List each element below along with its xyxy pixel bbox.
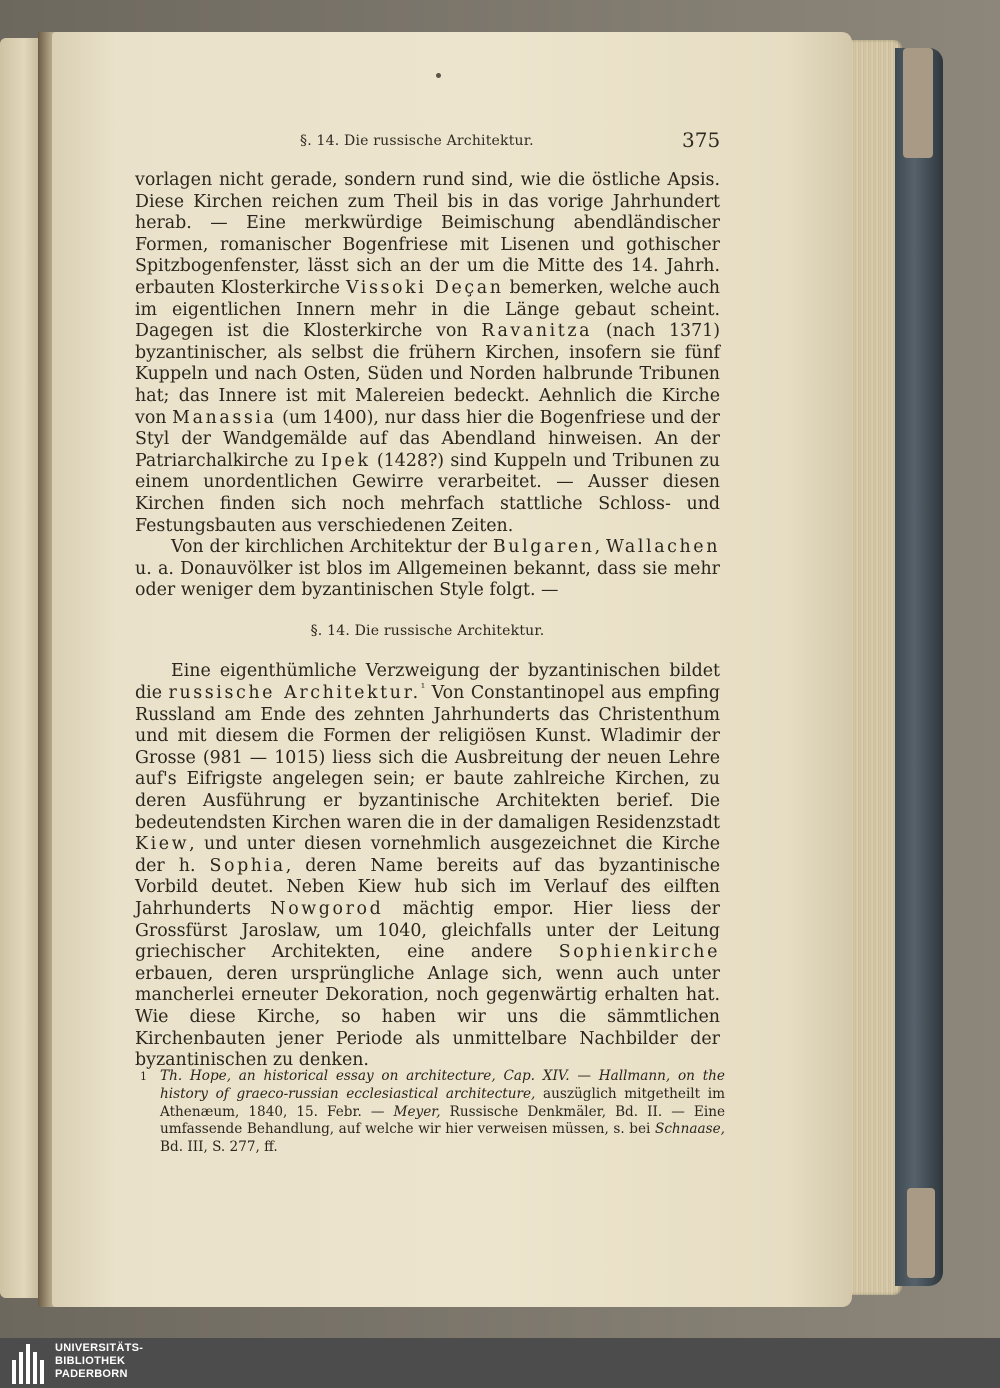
spaced-term: Nowgorod xyxy=(270,899,384,919)
footnote-text xyxy=(160,1068,725,1155)
citation-title: Schnaase, xyxy=(655,1121,725,1138)
spaced-term: Manassia xyxy=(172,407,277,428)
cover-wear-bottom xyxy=(907,1188,935,1278)
spaced-term: russische Architektur. xyxy=(168,683,421,704)
ink-speck xyxy=(436,73,441,78)
text-run: bemerken, welche auch im eigentlichen Innern mehr in die Länge gebaut scheint. Dagegen ist die Klosterkirche von xyxy=(135,277,720,342)
text-run: mächtig empor. Hier liess der Grossfürst Jaroslaw, um 1040, gleichfalls unter der Leitung griechischer Architekten, eine andere xyxy=(135,899,720,963)
text-run: Russische Denkmäler, Bd. II. — Eine umfassende Behandlung, auf welche wir hier verweisen müssen, s. bei xyxy=(160,1103,725,1138)
text-run: (um 1400), nur dass hier die Bogenfriese und der Styl der Wandgemälde auf das Abendland hinweisen. An der Patriarchalkirche zu xyxy=(135,407,720,471)
text-run: , deren Name bereits auf das byzantinische Vorbild deutet. Neben Kiew hub sich im Verlauf des eilften Jahrhunderts xyxy=(135,855,720,919)
text-run: Eine eigenthümliche Verzweigung der byzantinischen bildet die xyxy=(135,661,720,704)
text-run: ¹ xyxy=(420,681,426,695)
paragraph-russian-architecture xyxy=(135,661,720,1071)
text-run: , und unter diesen vornehmlich ausgezeichnet die Kirche der h. xyxy=(135,834,720,876)
text-run: auszüglich mitgetheilt im Athenæum, 1840, 15. Febr. — xyxy=(160,1085,725,1120)
text-run: , xyxy=(594,537,606,558)
citation-title: Th. Hope, an historical essay on architecture, Cap. XIV. xyxy=(160,1068,570,1084)
text-run: (1428?) sind Kuppeln und Tribunen zu einem unordentlichen Gewirre verarbeitet. — Ausser diesen Kirchen finden sich noch mehrfach stattliche Schloss- und Festungsbauten aus verschiedenen Zeiten. xyxy=(135,450,720,536)
spaced-term: Kiew xyxy=(135,834,190,855)
spaced-term: Sophia xyxy=(209,855,286,876)
text-run: (nach 1371) byzantinischer, als selbst die frühern Kirchen, insofern sie fünf Kuppeln und nach Osten, Süden und Norden halbrunde Tribunen hat; das Innere ist mit Malereien bedeckt. Aehnlich die Kirche von xyxy=(135,321,720,428)
spaced-term: Sophienkirche xyxy=(558,942,720,963)
footnote-mark: 1 xyxy=(140,1070,147,1083)
logo-line-1: UNIVERSITÄTS- xyxy=(55,1342,144,1354)
spaced-term: Bulgaren xyxy=(492,537,595,558)
library-logo-icon xyxy=(12,1344,46,1384)
paragraph-serbian-churches xyxy=(135,170,720,537)
running-head: §. 14. Die russische Architektur. xyxy=(300,133,534,149)
cover-wear-top xyxy=(903,48,933,158)
page-edges xyxy=(844,40,902,1295)
citation-title: Hallmann, on the history of graeco-russian ecclesiastical architecture, xyxy=(160,1068,725,1102)
text-run: erbauen, deren ursprüngliche Anlage sich, wenn auch unter mancherlei erneuter Dekoration, noch gegenwärtig erhalten hat. Wie diese Kirche, so haben wir uns die sämmtlichen Kirchenbauten jener Periode als unmittelbare Nachbilder der byzantinischen zu denken. xyxy=(135,963,720,1071)
book-cover xyxy=(895,48,943,1286)
spaced-term: Wallachen xyxy=(605,537,720,558)
spaced-term: Vissoki Deçan xyxy=(345,277,504,298)
spaced-term: Ipek xyxy=(321,450,371,471)
text-run: u. a. Donauvölker ist blos im Allgemeinen bekannt, dass sie mehr oder weniger dem byzantinischen Style folgt. — xyxy=(135,558,720,601)
page-number: 375 xyxy=(682,128,721,152)
text-run: vorlagen nicht gerade, sondern rund sind, wie die östliche Apsis. Diese Kirchen reichen zum Theil bis in das vorige Jahrhundert herab. — Eine merkwürdige Beimischung abendländischer Formen, romanischer Bogenfriese mit Lisenen und gothischer Spitzbogenfenster, lässt sich an der um die Mitte des 14. Jahrh. erbauten Klosterkirche xyxy=(135,170,720,298)
text-run: Bd. III, S. 277, ff. xyxy=(160,1139,278,1156)
paragraph-danube-peoples xyxy=(135,537,720,602)
logo-line-2: BIBLIOTHEK xyxy=(55,1355,126,1367)
text-run: Von Constantinopel aus empfing Russland am Ende des zehnten Jahrhunderts das Christenthum und mit diesem die Formen der religiösen Kunst. Wladimir der Grosse (981 — 1015) liess sich die Ausbreitung der neuen Lehre auf's Eifrigste angelegen sein; er baute zahlreiche Kirchen, zu deren Ausführung er byzantinische Architekten berief. Die bedeutendsten Kirchen waren die in der damaligen Residenzstadt xyxy=(135,683,720,833)
footnote xyxy=(140,1068,725,1157)
body-text xyxy=(135,170,720,1072)
spaced-term: Ravanitza xyxy=(481,321,593,342)
text-run: — xyxy=(569,1068,599,1084)
library-logo-text xyxy=(55,1342,143,1381)
logo-line-3: PADERBORN xyxy=(55,1368,128,1380)
section-heading: §. 14. Die russische Architektur. xyxy=(310,622,545,639)
library-logo-bar xyxy=(0,1338,1000,1388)
text-run: Von der kirchlichen Architektur der xyxy=(171,537,493,558)
citation-title: Meyer, xyxy=(393,1103,441,1120)
